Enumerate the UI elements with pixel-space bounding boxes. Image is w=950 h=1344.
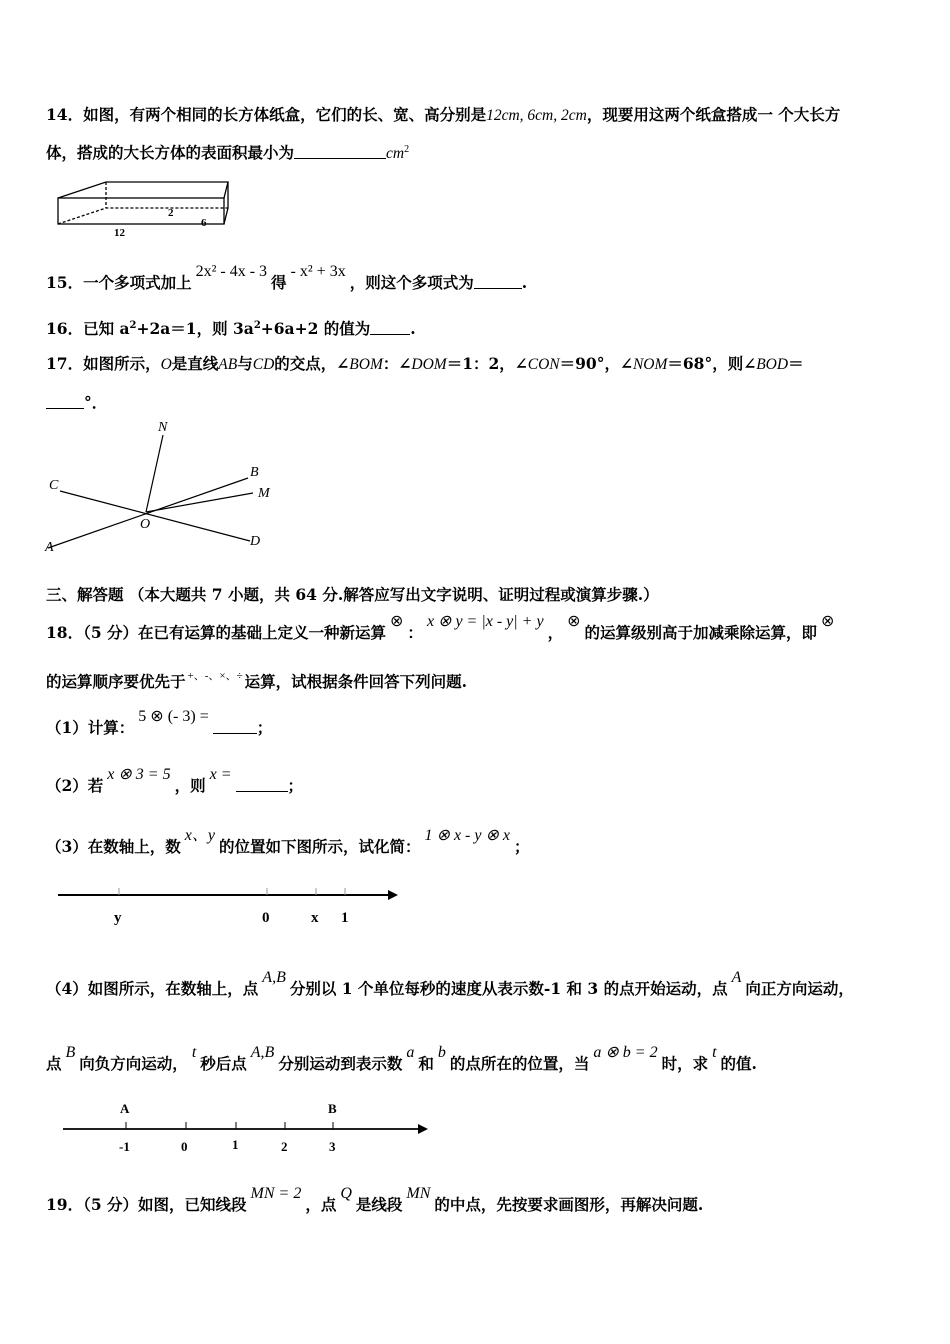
axis-tick-label: -1 (119, 1139, 130, 1154)
q17-line-2: °． (46, 391, 910, 413)
otimes-symbol: ⊗ (390, 613, 404, 630)
axis-label-0: 0 (262, 910, 270, 926)
box-width-label: 6 (201, 217, 207, 229)
q18-line-1: 18．（5 分）在已有运算的基础上定义一种新运算⊗：x ⊗ y = |x - y| + y，⊗的运算级别高于加减乘除运算，即⊗ (46, 613, 835, 642)
q15-expr-1: 2x² - 4x - 3 (195, 263, 268, 280)
line-AB (48, 478, 248, 548)
section-3-header: 三、解答题 （本大题共 7 小题，共 64 分.解答应写出文字说明、证明过程或演算步骤.） (46, 585, 659, 604)
point-A-label: A (120, 1101, 130, 1116)
q18-part-4-line-2: 点B向负方向运动，t秒后点A,B分别运动到表示数a和b的点所在的位置，当a ⊗ b = 2时，求t的值. (46, 1044, 757, 1073)
q15-line: 15．一个多项式加上2x² - 4x - 3得- x² + 3x，则这个多项式为 . (46, 263, 528, 292)
axis-tick-label: 2 (281, 1139, 288, 1154)
box-top-edges (58, 182, 228, 198)
q18-part-2: （2）若x ⊗ 3 = 5，则x =； (46, 766, 304, 795)
q18-part-4-line-1: （4）如图所示，在数轴上，点A,B分别以 1 个单位每秒的速度从表示数-1 和 3 的点开始运动，点A向正方向运动， (46, 969, 854, 998)
axis-label-x: x (311, 910, 319, 926)
q18-part-2-expr: x ⊗ 3 = 5 (107, 766, 171, 783)
q18-number-line-2 (55, 1098, 435, 1158)
answer-blank (213, 719, 257, 734)
q16-line: 16．已知 $a^2+2a=1$，则 $3a^2+6a+2$ 的值为 . (46, 319, 416, 338)
point-B-label: B (328, 1101, 337, 1116)
axis-arrow (418, 1124, 428, 1134)
label-C: C (49, 478, 59, 493)
answer-blank (236, 777, 288, 792)
label-O: O (140, 517, 151, 532)
q18-part-1-expr: 5 ⊗ (- 3) = (138, 708, 209, 725)
axis-label-y: y (114, 910, 122, 926)
otimes-symbol: ⊗ (821, 613, 835, 630)
q18-part-2-expr-x: x = (209, 766, 232, 783)
axis-arrow (388, 890, 398, 900)
q18-part-4-condition: a ⊗ b = 2 (593, 1044, 658, 1061)
q14-line-2: 体，搭成的大长方体的表面积最小为 $cm^2$ (46, 143, 410, 162)
answer-blank (294, 144, 386, 159)
axis-tick-label: 0 (181, 1139, 188, 1154)
answer-blank (46, 394, 84, 409)
q18-definition: x ⊗ y = |x - y| + y (426, 613, 544, 630)
q18-part-3-vars: x、y (184, 827, 216, 844)
q14-box-figure (50, 178, 240, 240)
q18-part-3-expr: 1 ⊗ x - y ⊗ x (424, 827, 510, 844)
q18-number-line-1 (50, 878, 410, 928)
q18-part-3: （3）在数轴上，数x、y的位置如下图所示，试化简：1 ⊗ x - y ⊗ x； (46, 827, 530, 856)
otimes-symbol: ⊗ (567, 613, 581, 630)
axis-label-1: 1 (341, 910, 349, 926)
label-D: D (250, 534, 261, 549)
q14-dims: 12cm, 6cm, 2cm (486, 107, 587, 124)
answer-blank (474, 274, 522, 289)
axis-tick-label: 1 (232, 1137, 239, 1152)
ray-OM (146, 493, 253, 512)
box-length-label: 12 (114, 227, 125, 239)
q17-line-1: 17．如图所示，O是直线AB与CD的交点，∠BOM：∠DOM＝1：2，∠CON＝90°，∠NOM＝68°，则∠BOD＝ (46, 354, 804, 373)
box-front-face (58, 198, 224, 224)
q15-expr-2: - x² + 3x (290, 263, 346, 280)
label-N: N (158, 420, 168, 435)
box-height-label: 2 (168, 207, 174, 219)
ray-ON (146, 435, 163, 512)
q19-line: 19．（5 分）如图，已知线段MN = 2，点Q是线段MN的中点，先按要求画图形，再解决问题. (46, 1185, 704, 1214)
label-A: A (45, 540, 54, 555)
q19-mn-length: MN = 2 (250, 1185, 302, 1202)
q14-line-1: 14．如图，有两个相同的长方体纸盒，它们的长、宽、高分别是12cm, 6cm, 2cm，现要用这两个纸盒搭成一 个大长方 (46, 105, 841, 124)
q18-part-1: （1）计算：5 ⊗ (- 3) =； (46, 708, 273, 737)
label-M: M (258, 486, 270, 501)
q18-operators: +、-、×、÷ (187, 670, 243, 682)
axis-tick-label: 3 (329, 1139, 336, 1154)
q17-angle-figure (40, 415, 280, 555)
q18-line-2: 的运算顺序要优先于 +、-、×、÷ 运算，试根据条件回答下列问题. (46, 670, 468, 691)
answer-blank (370, 320, 410, 335)
label-B: B (250, 465, 259, 480)
